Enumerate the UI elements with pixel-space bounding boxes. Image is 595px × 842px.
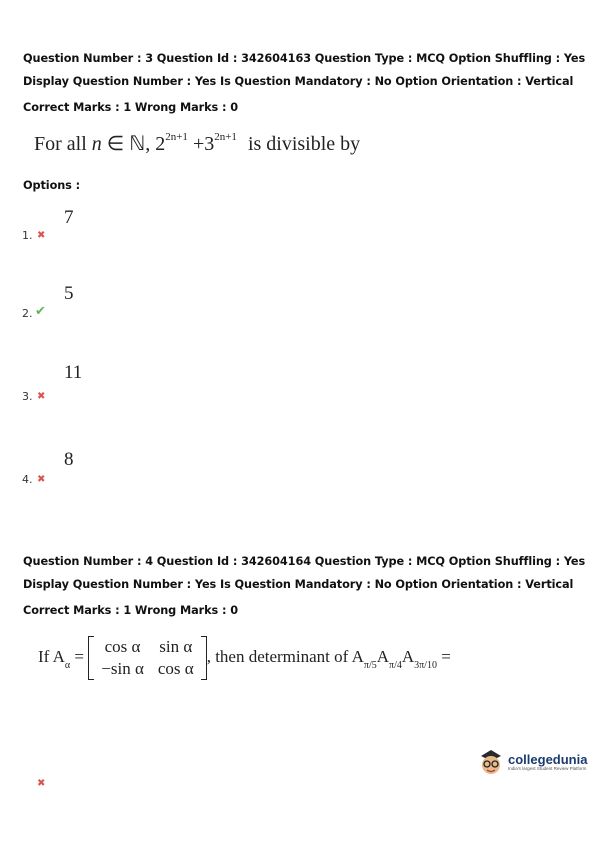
q4-equals: = [74,646,85,666]
q3-prefix: For all [34,133,87,155]
options-label: Options : [23,179,81,192]
rotation-matrix [88,636,206,680]
option-2-number: 2. [22,307,33,320]
collegedunia-logo [477,747,587,777]
q4-meta-line-3: Correct Marks : 1 Wrong Marks : 0 [23,604,239,617]
q4-term-2: $A_{\pi/4}$ [376,646,402,671]
option-1-value: 7 [64,207,74,228]
check-icon: ✔ [35,304,46,319]
q4-prefix-sub: α [64,659,71,671]
wrong-icon: ✖ [37,230,46,241]
option-2-value: 5 [64,283,74,304]
wrong-icon: ✖ [37,778,46,789]
logo-name: collegedunia [508,751,588,767]
q3-var-n: n [91,133,102,155]
q4-question-text [38,636,451,680]
option-3-number: 3. [22,390,33,403]
option-1-number: 1. [22,229,33,242]
q3-meta-line-1: Question Number : 3 Question Id : 342604163 Question Type : MCQ Option Shuffling : Yes [23,52,586,65]
option-4-value: 8 [64,449,74,470]
q4-term-3: $A_{3\pi/10}$ [401,646,437,671]
q3-meta-line-2: Display Question Number : Yes Is Question Mandatory : No Option Orientation : Vertical [23,75,574,88]
logo-tagline: India's largest Student Review Platform [508,765,587,771]
q4-middle: , then determinant of [206,646,349,666]
matrix-cell: −sin α [101,659,144,678]
q3-suffix: is divisible by [247,133,361,155]
matrix-cell: sin α [159,637,193,656]
matrix-cell: cos α [157,659,194,678]
q4-meta-line-1: Question Number : 4 Question Id : 342604164 Question Type : MCQ Option Shuffling : Yes [23,555,586,568]
q4-end: = [441,646,451,666]
q3-term-2: $3^{2n+1}$ [204,131,237,155]
mascot-icon [477,747,505,777]
q3-in-set: ∈ ℕ, [106,133,151,155]
option-3-value: 11 [64,362,83,383]
q4-term-1: $A_{\pi/5}$ [351,646,377,671]
q3-question-text [34,131,360,156]
q4-prefix: If A [38,646,65,666]
q3-plus: + [192,133,205,155]
wrong-icon: ✖ [37,474,46,485]
q3-meta-line-3: Correct Marks : 1 Wrong Marks : 0 [23,101,239,114]
q4-meta-line-2: Display Question Number : Yes Is Question Mandatory : No Option Orientation : Vertical [23,578,574,591]
wrong-icon: ✖ [37,391,46,402]
option-4-number: 4. [22,473,33,486]
q3-term-1: $2^{2n+1}$ [155,131,188,155]
matrix-cell: cos α [104,637,141,656]
